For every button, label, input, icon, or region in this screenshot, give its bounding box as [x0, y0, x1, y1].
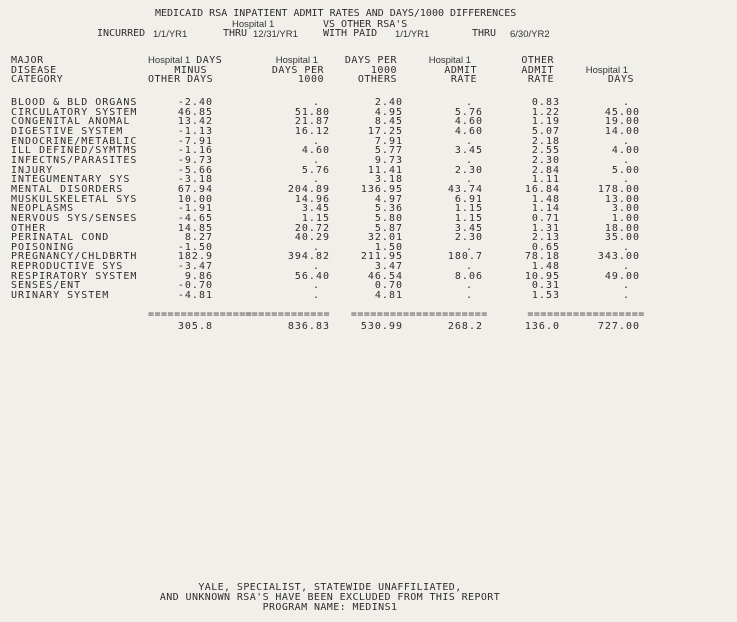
row-value: 16.12 — [294, 125, 330, 137]
row-value: 5.36 — [374, 203, 403, 215]
separator-col7: ============= — [560, 308, 645, 320]
row-value: 17.25 — [367, 125, 403, 137]
row-category: URINARY SYSTEM — [11, 290, 110, 302]
header-col3-2: DAYS PER — [271, 64, 324, 76]
table-summary — [0, 301, 645, 333]
row-value: 14.96 — [294, 193, 330, 205]
separator-col4: ======== — [350, 308, 403, 320]
row-value: 4.95 — [374, 106, 403, 118]
row-value: 0.70 — [374, 280, 403, 292]
row-value: 10.95 — [524, 270, 560, 282]
row-value: -1.91 — [177, 203, 213, 215]
row-value: . — [312, 135, 320, 147]
row-value: 49.00 — [604, 270, 640, 282]
row-value: 5.76 — [454, 106, 483, 118]
report-footer — [0, 583, 660, 612]
incurred-label: INCURRED — [97, 28, 146, 39]
row-value: . — [465, 174, 473, 186]
table-body — [0, 98, 640, 301]
row-value: 182.9 — [177, 251, 213, 263]
row-value: 40.29 — [294, 232, 330, 244]
row-value: 4.00 — [611, 145, 640, 157]
row-value: -3.18 — [177, 174, 213, 186]
row-value: -1.13 — [177, 125, 213, 137]
incurred-start-date: 1/1/YR1 — [153, 29, 188, 40]
header-col6-1: OTHER — [521, 55, 554, 66]
row-value: 10.00 — [177, 193, 213, 205]
row-value: . — [465, 261, 473, 273]
totals-blank — [0, 319, 148, 332]
row-category: CIRCULATORY SYSTEM — [11, 106, 138, 118]
hospital-overlay-col5: Hospital 1 — [428, 55, 471, 66]
row-value: 46.54 — [367, 270, 403, 282]
header-col3-3: 1000 — [297, 74, 324, 86]
header-category-3: CATEGORY — [11, 74, 64, 86]
row-category: DIGESTIVE SYSTEM — [11, 125, 124, 137]
row-category: INJURY — [11, 164, 54, 176]
row-value: 21.87 — [294, 116, 330, 128]
row-value: . — [622, 280, 630, 292]
row-value: -3.47 — [177, 261, 213, 273]
row-value: . — [465, 135, 473, 147]
separator-blank — [0, 301, 148, 320]
row-value: 3.18 — [374, 174, 403, 186]
totals-row — [0, 319, 640, 332]
row-value: 13.00 — [604, 193, 640, 205]
row-category: PERINATAL COND — [11, 232, 110, 244]
row-category: INTEGUMENTARY SYS — [11, 174, 131, 186]
row-category: PREGNANCY/CHLDBRTH — [11, 251, 138, 263]
thru-label-1: THRU — [223, 28, 248, 39]
separator-col3: ============= — [245, 308, 330, 320]
row-value: 2.30 — [454, 164, 483, 176]
row-value: -5.66 — [177, 164, 213, 176]
row-value: 343.00 — [597, 251, 640, 263]
header-col4-2: 1000 — [370, 64, 397, 76]
row-value: 8.45 — [374, 116, 403, 128]
row-value: 2.18 — [531, 135, 560, 147]
row-value: 2.40 — [374, 96, 403, 108]
row-value: 211.95 — [360, 251, 403, 263]
header-col2-2: MINUS — [174, 64, 207, 76]
row-value: 19.00 — [604, 116, 640, 128]
row-value: 4.60 — [301, 145, 330, 157]
row-value: 14.00 — [604, 125, 640, 137]
row-value: 8.06 — [454, 270, 483, 282]
row-value: . — [465, 290, 473, 302]
row-category: SENSES/ENT — [11, 280, 82, 292]
row-value: 0.31 — [531, 280, 560, 292]
incurred-end-date: 12/31/YR1 — [253, 29, 298, 40]
total-col2: 305.8 — [177, 321, 213, 333]
row-value: . — [312, 174, 320, 186]
header-category-1: MAJOR — [11, 55, 44, 66]
row-value: 43.74 — [447, 183, 483, 195]
row-value: 5.07 — [531, 125, 560, 137]
header-col7-3: DAYS — [607, 74, 634, 86]
row-category: NEOPLASMS — [11, 203, 75, 215]
separator-col5: ============= — [403, 308, 488, 320]
row-value: -0.70 — [177, 280, 213, 292]
row-category: RESPIRATORY SYSTEM — [11, 270, 138, 282]
row-value: . — [622, 96, 630, 108]
row-value: 46.85 — [177, 106, 213, 118]
row-category: MUSKULSKELETAL SYS — [11, 193, 138, 205]
row-category: ENDOCRINE/METABLIC — [11, 135, 138, 147]
row-value: . — [312, 241, 320, 253]
row-value: -4.81 — [177, 290, 213, 302]
row-value: 14.85 — [177, 222, 213, 234]
footer-line-2: AND UNKNOWN RSA'S HAVE BEEN EXCLUDED FROM THIS REPORT — [159, 591, 501, 603]
row-category: NERVOUS SYS/SENSES — [11, 212, 138, 224]
row-value: 1.19 — [531, 116, 560, 128]
header-col2-3: OTHER DAYS — [148, 74, 214, 86]
row-value: -1.16 — [177, 145, 213, 157]
header-col2-1: Hospital 1 DAYS — [148, 55, 223, 66]
row-value: 394.82 — [287, 251, 330, 263]
footer-line-1: YALE, SPECIALIST, STATEWIDE UNAFFILIATED, — [198, 582, 462, 593]
row-value: . — [312, 96, 320, 108]
total-col7: 727.00 — [597, 321, 640, 333]
row-value: 1.48 — [531, 193, 560, 205]
row-value: 5.76 — [301, 164, 330, 176]
row-value: 2.13 — [531, 232, 560, 244]
row-value: 8.27 — [184, 232, 213, 244]
row-value: 5.80 — [374, 212, 403, 224]
row-value: 4.97 — [374, 193, 403, 205]
row-value: 7.91 — [374, 135, 403, 147]
row-value: 1.11 — [531, 174, 560, 186]
row-value: 4.60 — [454, 116, 483, 128]
row-category: REPRODUCTIVE SYS — [11, 261, 124, 273]
total-col3: 836.83 — [287, 321, 330, 333]
row-value: 3.45 — [454, 222, 483, 234]
row-value: 6.91 — [454, 193, 483, 205]
paid-end-date: 6/30/YR2 — [510, 29, 550, 40]
report-table — [0, 55, 645, 333]
table-header — [0, 56, 640, 98]
row-value: . — [465, 154, 473, 166]
row-value: . — [465, 280, 473, 292]
row-value: 204.89 — [287, 183, 330, 195]
total-col4: 530.99 — [360, 321, 403, 333]
row-value: 18.00 — [604, 222, 640, 234]
row-category: OTHER — [11, 222, 47, 234]
row-value: 5.77 — [374, 145, 403, 157]
row-category: MENTAL DISORDERS — [11, 183, 124, 195]
row-value: 1.22 — [531, 106, 560, 118]
thru-label-2: THRU — [472, 28, 497, 39]
row-value: 1.00 — [611, 212, 640, 224]
row-value: 3.45 — [454, 145, 483, 157]
row-value: 56.40 — [294, 270, 330, 282]
row-value: 32.01 — [367, 232, 403, 244]
row-value: 0.83 — [531, 96, 560, 108]
row-value: . — [622, 241, 630, 253]
hospital-overlay-col3: Hospital 1 — [275, 55, 318, 66]
row-value: 2.84 — [531, 164, 560, 176]
row-value: . — [622, 174, 630, 186]
hospital-overlay-col7: Hospital 1 — [585, 64, 628, 76]
row-value: 1.15 — [454, 203, 483, 215]
separator-row — [0, 301, 640, 320]
row-value: 5.87 — [374, 222, 403, 234]
row-value: 1.53 — [531, 290, 560, 302]
row-value: 1.15 — [301, 212, 330, 224]
row-value: 3.45 — [301, 203, 330, 215]
header-category-2: DISEASE — [11, 64, 57, 76]
header-col6-2: ADMIT — [521, 64, 554, 76]
row-value: 9.86 — [184, 270, 213, 282]
row-value: 136.95 — [360, 183, 403, 195]
row-value: 4.60 — [454, 125, 483, 137]
row-value: 9.73 — [374, 154, 403, 166]
row-category: BLOOD & BLD ORGANS — [11, 96, 138, 108]
row-category: POISONING — [11, 241, 75, 253]
row-value: -1.50 — [177, 241, 213, 253]
row-value: -2.40 — [177, 96, 213, 108]
row-value: -9.73 — [177, 154, 213, 166]
vs-other-rsas-line: VS OTHER RSA'S — [323, 19, 408, 30]
row-value: . — [622, 135, 630, 147]
row-value: 1.48 — [531, 261, 560, 273]
row-category: ILL DEFINED/SYMTMS — [11, 145, 138, 157]
row-value: 45.00 — [604, 106, 640, 118]
row-value: . — [312, 154, 320, 166]
row-value: 67.94 — [177, 183, 213, 195]
row-value: 11.41 — [367, 164, 403, 176]
row-value: 2.30 — [531, 154, 560, 166]
row-value: . — [465, 96, 473, 108]
header-col4-1: DAYS PER — [344, 55, 397, 66]
row-value: 2.55 — [531, 145, 560, 157]
row-value: 1.50 — [374, 241, 403, 253]
row-category: CONGENITAL ANOMAL — [11, 116, 131, 128]
hospital-overlay-col2: Hospital 1 — [148, 55, 191, 66]
separator-col6: ===== — [527, 308, 560, 320]
row-value: 1.31 — [531, 222, 560, 234]
header-col6-3: RATE — [527, 74, 554, 86]
row-value: . — [622, 261, 630, 273]
row-value: 3.00 — [611, 203, 640, 215]
row-value: 20.72 — [294, 222, 330, 234]
row-value: 5.00 — [611, 164, 640, 176]
header-row-3 — [0, 75, 640, 98]
report-title: MEDICAID RSA INPATIENT ADMIT RATES AND DAYS/1000 DIFFERENCES — [155, 8, 517, 19]
row-value: 0.71 — [531, 212, 560, 224]
total-col5: 268.2 — [447, 321, 483, 333]
hospital-overlay-title: Hospital 1 — [232, 19, 275, 30]
row-value: 180.7 — [447, 251, 483, 263]
footer-line-3: PROGRAM NAME: MEDINS1 — [262, 601, 398, 613]
row-value: . — [312, 290, 320, 302]
header-col4-3: OTHERS — [357, 74, 397, 86]
row-value: 178.00 — [597, 183, 640, 195]
with-paid-label: WITH PAID — [323, 28, 378, 39]
header-col5-3: RATE — [450, 74, 477, 86]
row-value: 1.15 — [454, 212, 483, 224]
row-value: 51.80 — [294, 106, 330, 118]
header-col5-2: ADMIT — [444, 64, 477, 76]
total-col6: 136.0 — [524, 321, 560, 333]
row-value: 78.18 — [524, 251, 560, 263]
row-value: 16.84 — [524, 183, 560, 195]
row-value: 1.14 — [531, 203, 560, 215]
row-value: . — [465, 241, 473, 253]
row-value: -4.65 — [177, 212, 213, 224]
row-value: 13.42 — [177, 116, 213, 128]
row-value: . — [312, 280, 320, 292]
row-value: 2.30 — [454, 232, 483, 244]
row-value: 4.81 — [374, 290, 403, 302]
row-value: 3.47 — [374, 261, 403, 273]
row-value: 35.00 — [604, 232, 640, 244]
row-value: . — [622, 154, 630, 166]
row-value: 0.65 — [531, 241, 560, 253]
row-value: . — [622, 290, 630, 302]
separator-col2: ================ — [148, 308, 253, 320]
paid-start-date: 1/1/YR1 — [395, 29, 430, 40]
table-row — [0, 291, 640, 301]
row-value: . — [312, 261, 320, 273]
row-category: INFECTNS/PARASITES — [11, 154, 138, 166]
row-value: -7.91 — [177, 135, 213, 147]
